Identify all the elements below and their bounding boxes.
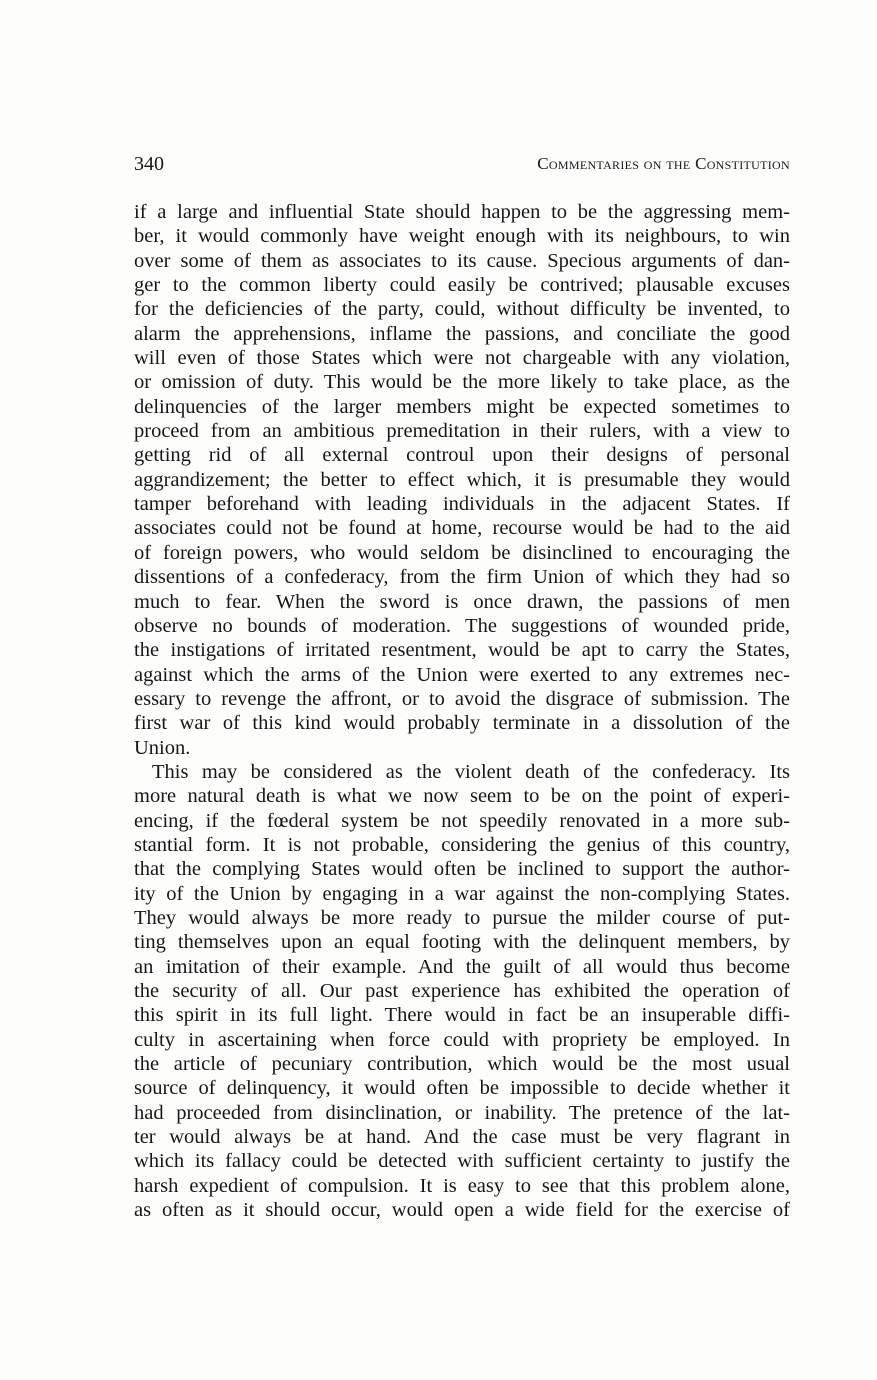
text-line: if a large and influential State should happen to be the aggressing mem- [134,201,790,223]
text-line: will even of those States which were not chargeable with any violation, [134,347,790,370]
text-line: This may be considered as the violent death of the confederacy. Its [152,760,790,783]
text-line: or omission of duty. This would be the more likely to take place, as the [134,371,790,394]
text-line: an imitation of their example. And the guilt of all would thus become [134,955,790,978]
text-line: ting themselves upon an equal footing with the delinquent members, by [134,931,790,954]
text-line: ter would always be at hand. And the case must be very flagrant in [134,1126,790,1149]
text-line: the security of all. Our past experience has exhibited the operation of [134,980,790,1002]
text-line: dissentions of a confederacy, from the firm Union of which they had so [134,566,790,589]
text-line: as often as it should occur, would open a wide field for the exercise of [134,1199,790,1222]
text-line: had proceeded from disinclination, or inability. The pretence of the lat- [134,1101,790,1124]
text-line: alarm the apprehensions, inflame the passions, and conciliate the good [134,322,790,345]
body-text [134,200,790,1222]
text-line: of foreign powers, who would seldom be disinclined to encouraging the [134,541,790,564]
text-line: this spirit in its full light. There would in fact be an insuperable diffi- [134,1004,790,1027]
text-line: getting rid of all external controul upon their designs of personal [134,444,790,467]
text-line: culty in ascertaining when force could with propriety be employed. In [134,1028,790,1051]
text-line: Union. [134,736,191,759]
text-line: the article of pecuniary contribution, which would be the most usual [134,1053,790,1076]
text-line: which its fallacy could be detected with sufficient certainty to justify the [134,1150,790,1173]
text-line: that the complying States would often be inclined to support the author- [134,858,790,881]
text-line: observe no bounds of moderation. The suggestions of wounded pride, [134,614,790,637]
text-line: source of delinquency, it would often be impossible to decide whether it [134,1077,790,1100]
text-line: encing, if the fœderal system be not speedily renovated in a more sub- [134,809,790,832]
text-line: the instigations of irritated resentment, would be apt to carry the States, [134,639,790,662]
text-line: ger to the common liberty could easily be contrived; plausable excuses [134,274,790,297]
text-line: harsh expedient of compulsion. It is easy to see that this problem alone, [134,1174,790,1197]
page-number: 340 [134,153,164,175]
text-line: first war of this kind would probably terminate in a dissolution of the [134,712,790,735]
text-line: proceed from an ambitious premeditation in their rulers, with a view to [134,420,790,443]
text-line: ber, it would commonly have weight enough with its neighbours, to win [134,225,790,248]
text-line: stantial form. It is not probable, considering the genius of this country, [134,833,790,856]
text-line: ity of the Union by engaging in a war against the non-complying States. [134,882,790,905]
text-line: associates could not be found at home, recourse would be had to the aid [134,517,790,540]
text-line: aggrandizement; the better to effect which, it is presumable they would [134,468,790,491]
paragraph [134,200,790,760]
text-line: delinquencies of the larger members might be expected sometimes to [134,395,790,418]
running-title: Commentaries on the Constitution [537,154,790,173]
text-line: They would always be more ready to pursue the milder course of put- [134,906,790,929]
running-head [134,150,790,178]
text-line: tamper beforehand with leading individuals in the adjacent States. If [134,493,790,516]
text-line: much to fear. When the sword is once drawn, the passions of men [134,590,790,613]
text-line: more natural death is what we now seem to be on the point of experi- [134,785,790,808]
text-line: for the deficiencies of the party, could, without difficulty be invented, to [134,298,790,321]
text-line: over some of them as associates to its cause. Specious arguments of dan- [134,249,790,272]
text-line: against which the arms of the Union were exerted to any extremes nec- [134,663,790,686]
paragraph [134,760,790,1223]
text-line: essary to revenge the affront, or to avoid the disgrace of submission. The [134,687,790,710]
